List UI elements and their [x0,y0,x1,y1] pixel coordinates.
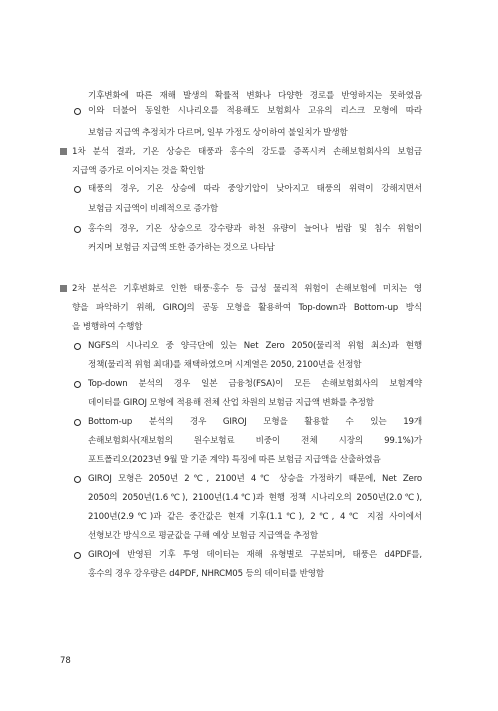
text-line: 태풍의 경우, 기온 상승에 따라 중앙기압이 낮아지고 태풍의 위력이 강해지면서 [88,184,422,194]
text-line: 이와 더불어 동일한 시나리오를 적용해도 보험회사 고유의 리스크 모형에 따라 [88,106,422,116]
page-number: 78 [60,656,71,666]
text-line: 2차 분석은 기후변화로 인한 태풍·홍수 등 급성 물리적 위험이 손해보험에 미치는 영 [72,284,422,294]
text-line: 2050의 2050년(1.6℃), 2100년(1.4℃)과 현행 정책 시나리오의 2050년(2.0℃), [88,493,422,503]
text-line: 홍수의 경우, 기온 상승으로 강수량과 하천 유량이 늘어나 범람 및 침수 위험이 [88,224,422,234]
circle-bullet-icon [74,476,81,483]
text-line: 손해보험회사(재보험의 원수보험료 비중이 전체 시장의 99.1%)가 [88,436,422,446]
square-bullet-icon [60,148,67,155]
text-line: 데이터를 GIROJ 모형에 적용해 전체 산업 차원의 보험금 지급액 변화를 추정함 [88,398,374,408]
square-bullet-icon [60,285,67,292]
circle-bullet-icon [74,108,81,115]
text-line: 선형보간 방식으로 평균값을 구해 예상 보험금 지급액을 추정함 [88,531,319,541]
circle-bullet-icon [74,226,81,233]
text-line: GIROJ에 반영된 기후 투영 데이터는 재해 유형별로 구분되며, 태풍은 d4PDF를, [88,550,422,560]
text-line: 커지며 보험금 지급액 또한 증가하는 것으로 나타남 [88,243,275,253]
text-line: 정책(물리적 위험 최대)를 채택하였으며 시계열은 2050, 2100년을 선정함 [88,360,362,370]
text-line: 기후변화에 따른 재해 발생의 확률적 변화나 다양한 경로를 반영하지는 못하였음 [88,91,422,101]
text-line: 지급액 증가로 이어지는 것을 확인함 [72,166,205,176]
text-line: 향을 파악하기 위해, GIROJ의 공동 모형을 활용하여 Top-down과 Bottom-up 방식 [72,303,422,313]
circle-bullet-icon [74,343,81,350]
text-line: GIROJ 모형은 2050년 2℃, 2100년 4℃ 상승을 가정하기 때문에, Net Zero [88,474,422,484]
circle-bullet-icon [74,419,81,426]
circle-bullet-icon [74,552,81,559]
text-line: 2100년(2.9℃)과 같은 중간값은 현재 기후(1.1℃), 2℃, 4℃ 지점 사이에서 [88,512,422,522]
text-line: 을 병행하여 수행함 [72,322,143,332]
text-line: 보험금 지급액이 비례적으로 증가함 [88,204,219,214]
text-line: 보험금 지급액 추정치가 다르며, 일부 가정도 상이하여 불일치가 발생함 [88,128,348,138]
circle-bullet-icon [74,381,81,388]
text-line: 홍수의 경우 강우량은 d4PDF, NHRCM05 등의 데이터를 반영함 [88,569,325,579]
text-line: Top-down 분석의 경우 일본 금융청(FSA)이 모든 손해보험회사의 보험계약 [88,379,422,389]
circle-bullet-icon [74,186,81,193]
text-line: 1차 분석 결과, 기온 상승은 태풍과 홍수의 강도를 증폭시켜 손해보험회사의 보험금 [72,147,422,157]
text-line: Bottom-up 분석의 경우 GIROJ 모형을 활용할 수 있는 19개 [88,417,422,427]
text-line: NGFS의 시나리오 중 양극단에 있는 Net Zero 2050(물리적 위험 최소)과 현행 [88,341,422,351]
text-line: 포트폴리오(2023년 9월 말 기준 계약) 특징에 따른 보험금 지급액을 산출하였음 [88,455,381,465]
